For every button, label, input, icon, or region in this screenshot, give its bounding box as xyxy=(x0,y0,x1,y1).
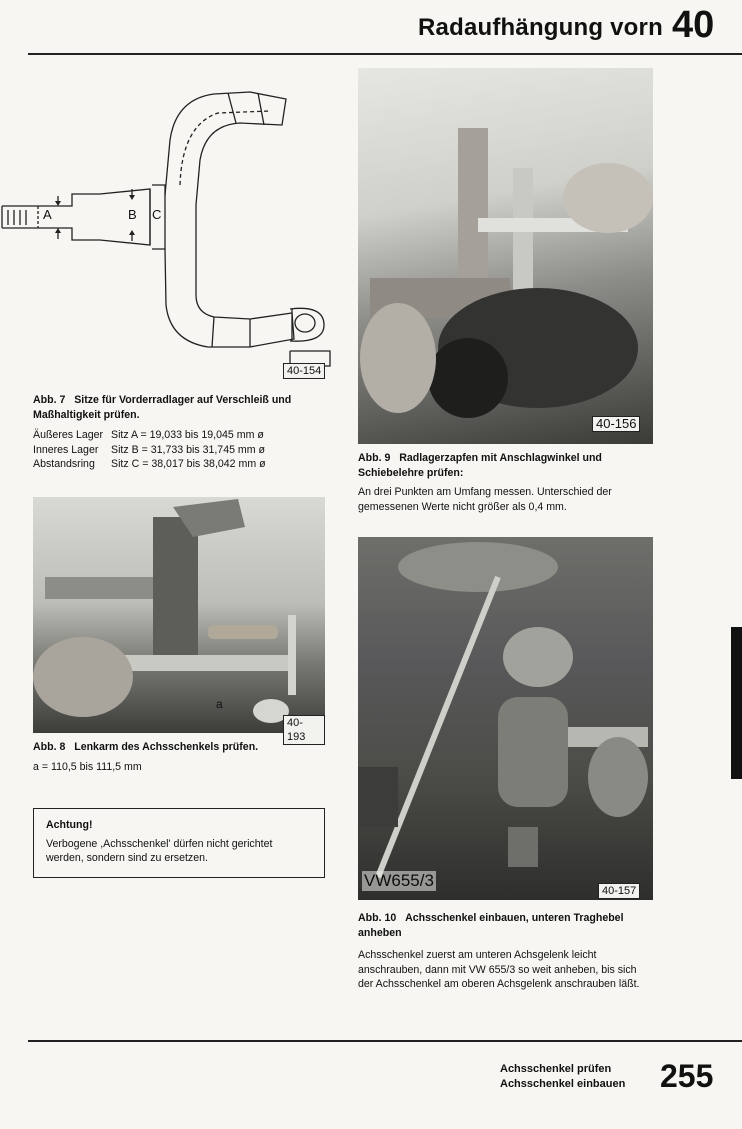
figure-7-caption xyxy=(33,393,325,422)
figure-8-caption xyxy=(33,740,325,755)
figure-7-caption-text: Sitze für Vorderradlager auf Verschleiß und Maßhaltigkeit prüfen. xyxy=(33,394,292,421)
photo-illustration xyxy=(33,497,325,733)
spec-row xyxy=(33,457,325,472)
figure-10-caption-text: Achsschenkel einbauen, unteren Traghebel anheben xyxy=(358,912,624,939)
figure-9-caption xyxy=(358,451,658,480)
footer-line-1: Achsschenkel prüfen xyxy=(500,1063,612,1075)
chapter-tab-marker xyxy=(731,627,742,779)
photo-illustration xyxy=(358,68,653,444)
figure-8-photo xyxy=(33,497,325,743)
photo-illustration xyxy=(358,537,653,900)
spec-row xyxy=(33,428,325,443)
chapter-number: 40 xyxy=(672,4,715,46)
spec-value: Sitz A = 19,033 bis 19,045 mm ø xyxy=(111,429,264,441)
figure-7-label: 40-154 xyxy=(283,363,325,379)
tool-label: VW655/3 xyxy=(364,871,434,890)
page-title: Radaufhängung vorn xyxy=(418,14,663,41)
figure-7-specs xyxy=(33,428,325,472)
spec-value: Sitz C = 38,017 bis 38,042 mm ø xyxy=(111,458,266,470)
spec-row xyxy=(33,443,325,458)
figure-10-text: Achsschenkel zuerst am unteren Achsgelenk leicht anschrauben, dann mit VW 655/3 so weit anheben, bis sich der Achsschenkel am oberen Achsgelenk anschrauben läßt. xyxy=(358,949,640,990)
spec-value: Sitz B = 31,733 bis 31,745 mm ø xyxy=(111,443,265,456)
warning-title: Achtung! xyxy=(46,819,93,831)
spec-name: Inneres Lager xyxy=(33,443,99,456)
figure-10-label: 40-157 xyxy=(598,883,640,899)
figure-8-text: a = 110,5 bis 111,5 mm xyxy=(33,761,142,773)
mark-b: B xyxy=(128,207,137,222)
figure-7-caption-num: Abb. 7 xyxy=(33,394,66,406)
figure-9-photo xyxy=(358,68,653,444)
figure-10-caption-num: Abb. 10 xyxy=(358,912,397,924)
spec-name: Äußeres Lager xyxy=(33,429,104,441)
header-rule xyxy=(28,53,742,55)
steering-knuckle-drawing xyxy=(0,85,335,380)
figure-10-photo xyxy=(358,537,653,900)
page-number: 255 xyxy=(660,1058,714,1094)
mark-a: A xyxy=(43,207,52,222)
figure-7-drawing xyxy=(0,85,335,380)
spec-name: Abstandsring xyxy=(33,458,95,470)
figure-8-caption-text: Lenkarm des Achsschenkels prüfen. xyxy=(74,741,259,753)
figure-9-caption-num: Abb. 9 xyxy=(358,452,391,464)
footer-rule xyxy=(28,1040,742,1042)
figure-8-mark: a xyxy=(216,697,223,711)
warning-box xyxy=(33,808,325,878)
warning-text: Verbogene ,Achsschenkel' dürfen nicht gerichtet werden, sondern sind zu ersetzen. xyxy=(46,837,273,864)
figure-10-caption xyxy=(358,911,658,940)
mark-c: C xyxy=(152,207,162,222)
footer-line-2: Achsschenkel einbauen xyxy=(500,1078,626,1090)
figure-9-caption-text: Radlagerzapfen mit Anschlagwinkel und Schiebelehre prüfen: xyxy=(358,452,602,479)
figure-9-text: An drei Punkten am Umfang messen. Unterschied der gemessenen Werte nicht größer als 0,4 mm. xyxy=(358,486,612,513)
figure-8-caption-num: Abb. 8 xyxy=(33,741,66,753)
footer-section-titles xyxy=(500,1062,625,1092)
figure-9-label: 40-156 xyxy=(592,416,640,432)
figure-8-label: 40-193 xyxy=(283,715,325,745)
